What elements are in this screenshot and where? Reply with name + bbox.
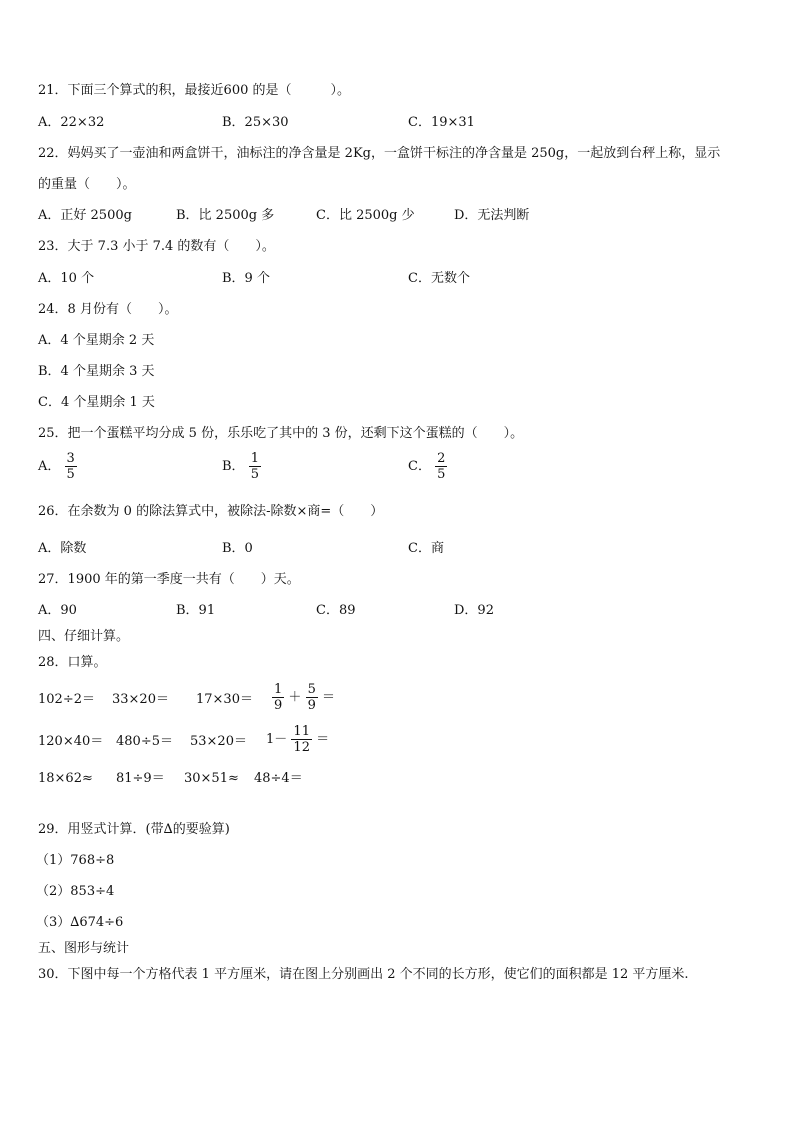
q26-option-a: A．除数 [38, 541, 87, 556]
section-5-heading: 五、图形与统计 [38, 941, 130, 956]
q23-option-a: A．10 个 [38, 271, 95, 286]
q25-option-b-label: B． [222, 459, 245, 474]
q25-option-c-fraction [435, 451, 447, 482]
denominator: 5 [66, 467, 75, 482]
q21-option-a: A．22×32 [38, 115, 105, 130]
q21-option-c: C．19×31 [408, 115, 475, 130]
numerator: 3 [66, 451, 75, 466]
q29-item-3: （3）∆674÷6 [36, 915, 124, 930]
q26-option-b: B．0 [222, 541, 253, 556]
q24-option-c: C．4 个星期余 1 天 [38, 395, 155, 410]
q21-option-b: B．25×30 [222, 115, 289, 130]
q21-stem: 21．下面三个算式的积，最接近600 的是（ ）。 [38, 83, 350, 98]
equals-sign: ＝ [316, 732, 330, 747]
q28-item: 102÷2＝ [38, 692, 95, 707]
denominator: 9 [307, 698, 316, 713]
fraction [272, 682, 284, 713]
q24-stem: 24．8 月份有（ ）。 [38, 302, 178, 317]
section-4-heading: 四、仔细计算。 [38, 629, 130, 644]
q28-item: 30×51≈ [184, 771, 239, 786]
numerator: 5 [307, 682, 316, 697]
numerator: 11 [293, 724, 310, 739]
denominator: 12 [293, 740, 310, 755]
q24-option-b: B．4 个星期余 3 天 [38, 364, 155, 379]
q22-option-c: C．比 2500g 少 [316, 208, 415, 223]
q25-option-a [38, 451, 77, 482]
q22-option-a: A．正好 2500g [38, 208, 132, 223]
q28-item: 53×20＝ [190, 734, 247, 749]
q28-item: 480÷5＝ [116, 734, 173, 749]
q25-option-a-label: A． [38, 459, 61, 474]
q29-item-2: （2）853÷4 [36, 884, 115, 899]
q26-stem: 26．在余数为 0 的除法算式中，被除法-除数×商=（ ） [38, 504, 384, 519]
fraction [291, 724, 312, 755]
q25-option-a-fraction [65, 451, 77, 482]
q27-option-d: D．92 [454, 603, 494, 618]
q24-option-a: A．4 个星期余 2 天 [38, 333, 155, 348]
q27-option-c: C．89 [316, 603, 356, 618]
q28-item: 81÷9＝ [116, 771, 165, 786]
q28-item: 18×62≈ [38, 771, 93, 786]
q22-stem-line1: 22．妈妈买了一壶油和两盒饼干，油标注的净含量是 2Kg，一盒饼干标注的净含量是 250g，一起放到台秤上称，显示 [38, 146, 721, 161]
q22-stem-line2: 的重量（ ）。 [38, 177, 136, 192]
q28-item: 33×20＝ [112, 692, 169, 707]
numerator: 1 [274, 682, 283, 697]
q25-option-c-label: C． [408, 459, 431, 474]
q28-item: 17×30＝ [196, 692, 253, 707]
equals-sign: ＝ [322, 690, 336, 705]
q25-option-b-fraction [249, 451, 261, 482]
q23-option-c: C．无数个 [408, 271, 470, 286]
minuend: 1－ [266, 732, 288, 747]
q28-item: 120×40＝ [38, 734, 104, 749]
q29-item-1: （1）768÷8 [36, 853, 115, 868]
fraction [306, 682, 318, 713]
q26-option-c: C．商 [408, 541, 444, 556]
q22-option-b: B．比 2500g 多 [176, 208, 275, 223]
plus-sign: ＋ [288, 690, 302, 705]
q23-stem: 23．大于 7.3 小于 7.4 的数有（ ）。 [38, 239, 275, 254]
q27-option-a: A．90 [38, 603, 77, 618]
q28-fraction-difference [266, 724, 329, 755]
q25-stem: 25．把一个蛋糕平均分成 5 份，乐乐吃了其中的 3 份，还剩下这个蛋糕的（ ）。 [38, 426, 524, 441]
denominator: 5 [250, 467, 259, 482]
q27-option-b: B．91 [176, 603, 216, 618]
q22-option-d: D．无法判断 [454, 208, 530, 223]
q28-stem: 28．口算。 [38, 655, 107, 670]
numerator: 2 [437, 451, 446, 466]
q29-stem: 29．用竖式计算．(带∆的要验算) [38, 822, 230, 837]
q30-stem: 30．下图中每一个方格代表 1 平方厘米，请在图上分别画出 2 个不同的长方形，使它们的面积都是 12 平方厘米. [38, 967, 689, 982]
denominator: 9 [274, 698, 283, 713]
q25-option-c [408, 451, 447, 482]
q28-fraction-sum [272, 682, 335, 713]
numerator: 1 [250, 451, 259, 466]
q25-option-b [222, 451, 261, 482]
q23-option-b: B．9 个 [222, 271, 270, 286]
denominator: 5 [437, 467, 446, 482]
q28-item: 48÷4＝ [254, 771, 303, 786]
q27-stem: 27．1900 年的第一季度一共有（ ）天。 [38, 572, 300, 587]
